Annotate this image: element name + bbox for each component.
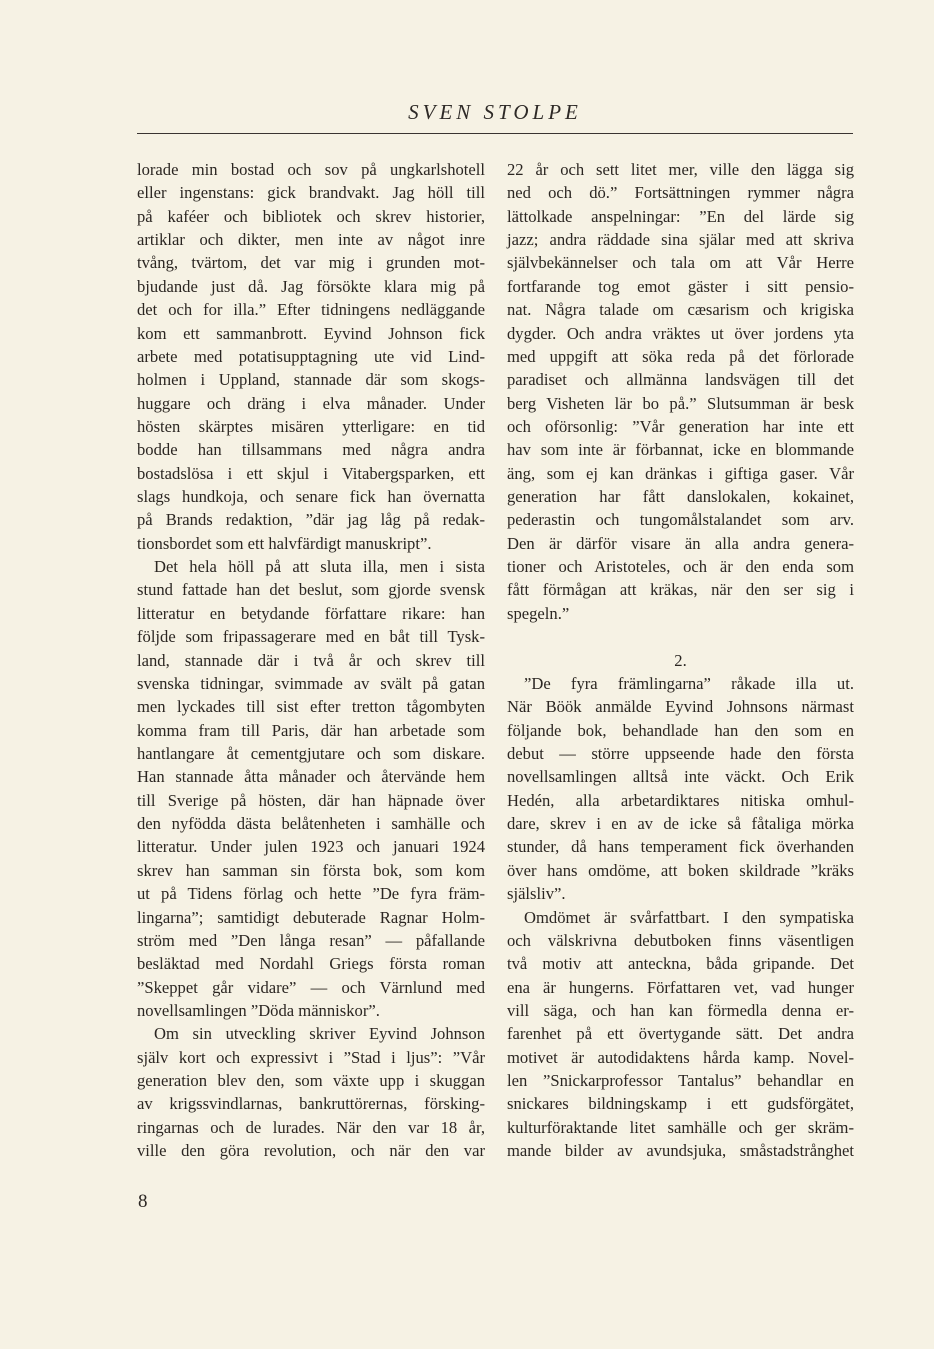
text-line: själsliv”. xyxy=(507,884,566,904)
text-line: svenska tidningar, svimmade av svält på gatan xyxy=(137,673,485,693)
text-line: Om sin utveckling skriver Eyvind Johnson xyxy=(154,1024,485,1044)
text-line: Det hela höll på att sluta illa, men i sista xyxy=(154,557,485,577)
text-line: pederastin och tungomålstalandet som arv. xyxy=(507,510,854,530)
header-rule xyxy=(137,133,853,134)
text-line: artiklar och dikter, men inte av något inre xyxy=(137,230,485,250)
text-line: äng, som ej kan dränkas i giftiga gaser. Vår xyxy=(507,463,854,483)
text-line: lorade min bostad och sov på ungkarlshotell xyxy=(137,160,485,179)
text-line: kulturföraktande litet samhälle och ger skräm- xyxy=(507,1117,854,1137)
text-line: fått förmågan att kräkas, när den ser sig i xyxy=(507,580,854,600)
text-line: av krigssvindlarnas, bankruttörernas, försking- xyxy=(137,1094,485,1114)
text-line: själv kort och expressivt i ”Stad i ljus”: ”Vår xyxy=(137,1047,485,1067)
text-line: följande bok, behandlade han den som en xyxy=(507,720,854,740)
text-line: ut på Tidens förlag och hette ”De fyra främ- xyxy=(137,884,485,904)
text-line: och oförsonlig: ”Vår generation har inte ett xyxy=(507,416,854,436)
text-line: över hans omdöme, att boken skildrade ”kräks xyxy=(507,860,854,880)
text-line: spegeln.” xyxy=(507,603,570,623)
spacer xyxy=(507,625,854,648)
text-line: hantlangare åt cementgjutare och som diskare. xyxy=(137,743,485,763)
text-line: Omdömet är svårfattbart. I den sympatiska xyxy=(524,907,854,927)
text-line: ringarnas och de lurades. När den var 18 år, xyxy=(137,1117,485,1137)
text-line: len ”Snickarprofessor Tantalus” behandlar en xyxy=(507,1071,854,1091)
text-line: novellsamlingen ”Döda människor”. xyxy=(137,1000,380,1020)
text-line: ena är hungerns. Författaren vet, vad hunger xyxy=(507,977,854,997)
text-line: farenhet på ett övertygande sätt. Det andra xyxy=(507,1024,854,1044)
text-line: två motiv att anteckna, båda gripande. Det xyxy=(507,954,854,974)
text-line: land, stannade där i två år och skrev till xyxy=(137,650,485,670)
text-line: tioner och Aristoteles, och är den enda som xyxy=(507,557,854,577)
text-line: bjudande just då. Jag försökte klara mig på xyxy=(137,276,485,296)
text-line: på Brands redaktion, ”där jag låg på redak- xyxy=(137,510,485,530)
text-line: självbekännelser och tala om att Vår Herre xyxy=(507,253,854,273)
text-line: litteratur. Under julen 1923 och januari 1924 xyxy=(137,837,485,857)
text-line: dare, skrev i en av de icke så fåtaliga mörka xyxy=(507,814,854,834)
text-line: Hedén, alla arbetardiktares nitiska omhul- xyxy=(507,790,854,810)
text-line: tionsbordet som ett halvfärdigt manuskript”. xyxy=(137,533,432,553)
text-line: arbete med potatisupptagning ute vid Lind- xyxy=(137,346,485,366)
text-line: fortfarande tog emot gäster i sitt pensio- xyxy=(507,276,854,296)
text-line: motivet är autodidaktens hårda kamp. Novel- xyxy=(507,1047,854,1067)
text-line: tvång, tvärtom, det var mig i grunden mot- xyxy=(137,253,485,273)
text-line: dygder. Och andra vräktes ut över jordens yta xyxy=(507,323,854,343)
text-line: hösten skärptes misären ytterligare: en tid xyxy=(137,416,485,436)
text-line: berg Visheten lär bo på.” Slutsumman är besk xyxy=(507,393,854,413)
text-line: det och for illa.” Efter tidningens nedläggande xyxy=(137,300,485,320)
text-line: jazz; andra räddade sina själar med att skriva xyxy=(507,230,854,250)
text-line: snickares bildningskamp i ett gudsförgätet, xyxy=(507,1094,854,1114)
text-line: Han stannade åtta månader och återvände hem xyxy=(137,767,485,787)
running-header: SVEN STOLPE xyxy=(408,100,582,124)
text-line: ström med ”Den långa resan” — påfallande xyxy=(137,930,485,950)
text-line: kom ett sammanbrott. Eyvind Johnson fick xyxy=(137,323,485,343)
text-line: ville den göra revolution, och när den var xyxy=(137,1141,485,1161)
text-line: lättolkade anspelningar: ”En del lärde sig xyxy=(507,206,854,226)
text-line: litteratur en betydande författare rikare: han xyxy=(137,603,485,623)
text-line: komma fram till Paris, där han arbetade som xyxy=(137,720,485,740)
text-line: stund fattade han det beslut, som gjorde svensk xyxy=(137,580,485,600)
text-line: ”De fyra främlingarna” råkade illa ut. xyxy=(524,673,854,693)
text-line: den nyfödda dästa belåtenheten i samhälle och xyxy=(137,814,485,834)
text-line: skrev han samman sin första bok, som kom xyxy=(137,860,485,880)
text-line: slags hundkoja, och senare fick han övernatta xyxy=(137,487,485,507)
text-line: debut — större uppseende hade den första xyxy=(507,743,854,763)
text-line: generation har fått danslokalen, kokainet, xyxy=(507,487,854,507)
text-line: ned och dö.” Fortsättningen rymmer några xyxy=(507,183,854,203)
text-line: mande bilder av avundsjuka, småstadstrånghet xyxy=(507,1141,854,1161)
text-line: ”Skeppet går vidare” — och Värnlund med xyxy=(137,977,485,997)
text-line: på kaféer och bibliotek och skrev historier, xyxy=(137,206,485,226)
text-line: med uppgift att söka reda på det förlorade xyxy=(507,346,854,366)
text-line: lingarna”; samtidigt debuterade Ragnar Holm- xyxy=(137,907,485,927)
left-column xyxy=(137,158,485,1162)
text-line: paradiset och allmänna landsvägen till det xyxy=(507,370,854,390)
text-line: till Sverige på hösten, där han häpnade över xyxy=(137,790,485,810)
text-line: novellsamlingen alltså inte väckt. Och Erik xyxy=(507,767,854,787)
right-column xyxy=(507,158,854,1162)
text-line: 22 år och sett litet mer, ville den lägga sig xyxy=(507,160,854,179)
text-line: Den är därför visare än alla andra genera- xyxy=(507,533,854,553)
text-line: följde som fripassagerare med en båt till Tysk- xyxy=(137,627,485,647)
text-line: När Böök anmälde Eyvind Johnsons närmast xyxy=(507,697,854,717)
text-line: eller ingenstans: gick brandvakt. Jag höll till xyxy=(137,183,485,203)
text-line: men lyckades till sist efter tretton tågombyten xyxy=(137,697,485,717)
text-line: hav som inte är förbannat, icke en blommande xyxy=(507,440,854,460)
text-line: bostadslösa i ett skjul i Vitabergsparken, ett xyxy=(137,463,485,483)
section-number: 2. xyxy=(674,650,687,670)
text-line: bodde han tillsammans med några andra xyxy=(137,440,485,460)
text-line: huggare och dräng i elva månader. Under xyxy=(137,393,485,413)
text-line: och välskrivna debutboken finns väsentligen xyxy=(507,930,854,950)
text-line: stunder, då hans temperament fick överhanden xyxy=(507,837,854,857)
text-line: nat. Några talade om cæsarism och krigiska xyxy=(507,300,854,320)
text-line: besläktad med Nordahl Griegs första roman xyxy=(137,954,485,974)
page-number: 8 xyxy=(138,1191,148,1212)
text-line: vill säga, och han kan förmedla denna er- xyxy=(507,1000,854,1020)
text-line: generation blev den, som växte upp i skuggan xyxy=(137,1071,485,1091)
text-line: holmen i Uppland, stannade där som skogs- xyxy=(137,370,485,390)
